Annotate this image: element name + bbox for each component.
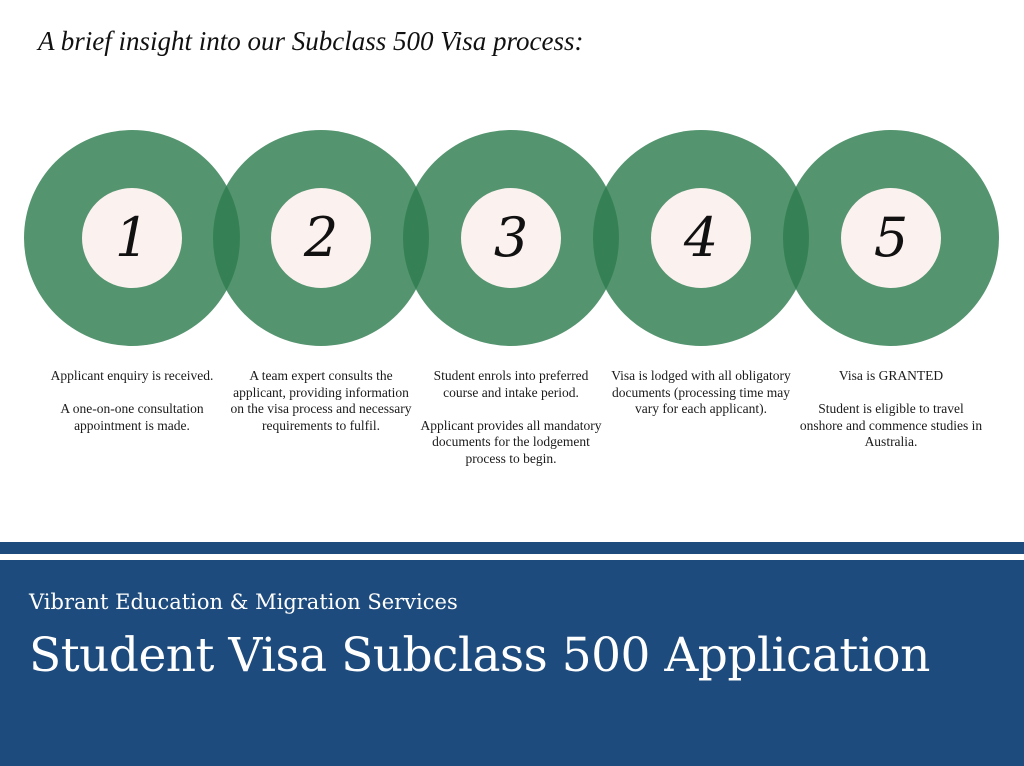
step-5-description — [796, 368, 986, 467]
step-5-text-1: Visa is GRANTED — [838, 368, 944, 383]
step-4-number: 4 — [683, 206, 719, 269]
step-1-text-1: Applicant enquiry is received. — [50, 368, 214, 383]
page-title: Student Visa Subclass 500 Application — [29, 628, 930, 683]
step-1-text-2: A one-on-one consultation appointment is made. — [60, 401, 204, 433]
step-3-text-2: Applicant provides all mandatory documents for the lodgement process to begin. — [420, 417, 602, 466]
step-3-text-1: Student enrols into preferred course and intake period. — [433, 368, 589, 400]
step-3-description — [416, 368, 606, 484]
step-1-number: 1 — [114, 206, 150, 269]
step-5-text-2: Student is eligible to travel onshore and commence studies in Australia. — [799, 401, 983, 449]
step-4-text-1: Visa is lodged with all obligatory documents (processing time may vary for each applicant). — [611, 368, 791, 416]
step-2-number: 2 — [303, 206, 339, 269]
intro-heading: A brief insight into our Subclass 500 Visa process: — [38, 26, 584, 56]
step-5-number: 5 — [873, 206, 909, 269]
brand-name: Vibrant Education & Migration Services — [29, 590, 458, 614]
step-4-description — [606, 368, 796, 434]
divider-stripe — [0, 542, 1024, 554]
step-2-text-1: A team expert consults the applicant, providing information on the visa process and necessary requirements to fulfil. — [230, 368, 412, 433]
step-1-description — [37, 368, 227, 451]
step-2-description — [226, 368, 416, 451]
step-3-number: 3 — [493, 206, 529, 269]
